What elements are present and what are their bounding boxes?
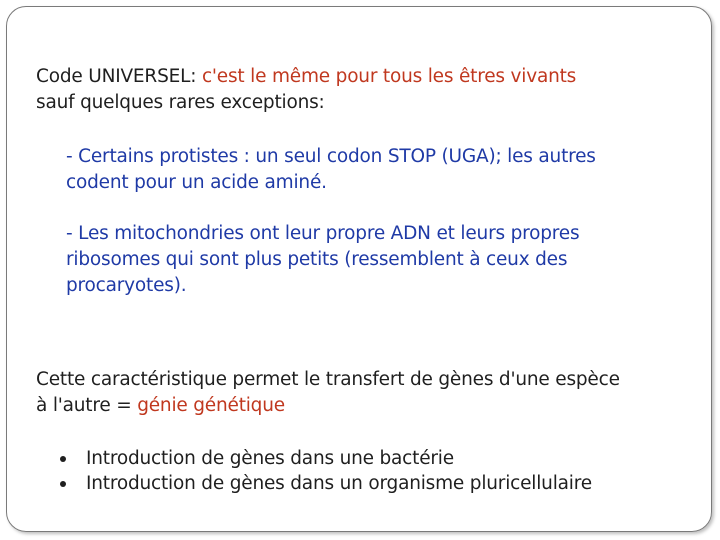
exception-2-line-2: ribosomes qui sont plus petits (ressemblent à ceux des xyxy=(66,249,568,270)
heading-definition: c'est le même pour tous les êtres vivants xyxy=(196,66,577,87)
heading-colon: : xyxy=(190,66,197,87)
exception-1-line-2: codent pour un acide aminé. xyxy=(66,172,327,193)
bullet-dot-1 xyxy=(60,456,66,462)
exception-2-line-3: procaryotes). xyxy=(66,275,187,296)
heading-prefix: Code UNIVERSEL xyxy=(36,66,191,87)
heading-line-2: sauf quelques rares exceptions: xyxy=(36,92,325,113)
feature-line-1: Cette caractéristique permet le transfert de gènes d'une espèce xyxy=(36,369,620,390)
feature-line-2 xyxy=(36,395,285,417)
bullet-dot-2 xyxy=(60,481,66,487)
exception-1-line-1: - Certains protistes : un seul codon STOP (UGA); les autres xyxy=(66,146,596,167)
exception-2-line-1: - Les mitochondries ont leur propre ADN et leurs propres xyxy=(66,223,580,244)
feature-prefix: à l'autre = xyxy=(36,395,138,416)
bullet-item-2: Introduction de gènes dans un organisme pluricellulaire xyxy=(86,473,592,494)
heading-line-1 xyxy=(36,66,576,88)
feature-highlight: génie génétique xyxy=(137,395,285,416)
bullet-item-1: Introduction de gènes dans une bactérie xyxy=(86,448,454,469)
